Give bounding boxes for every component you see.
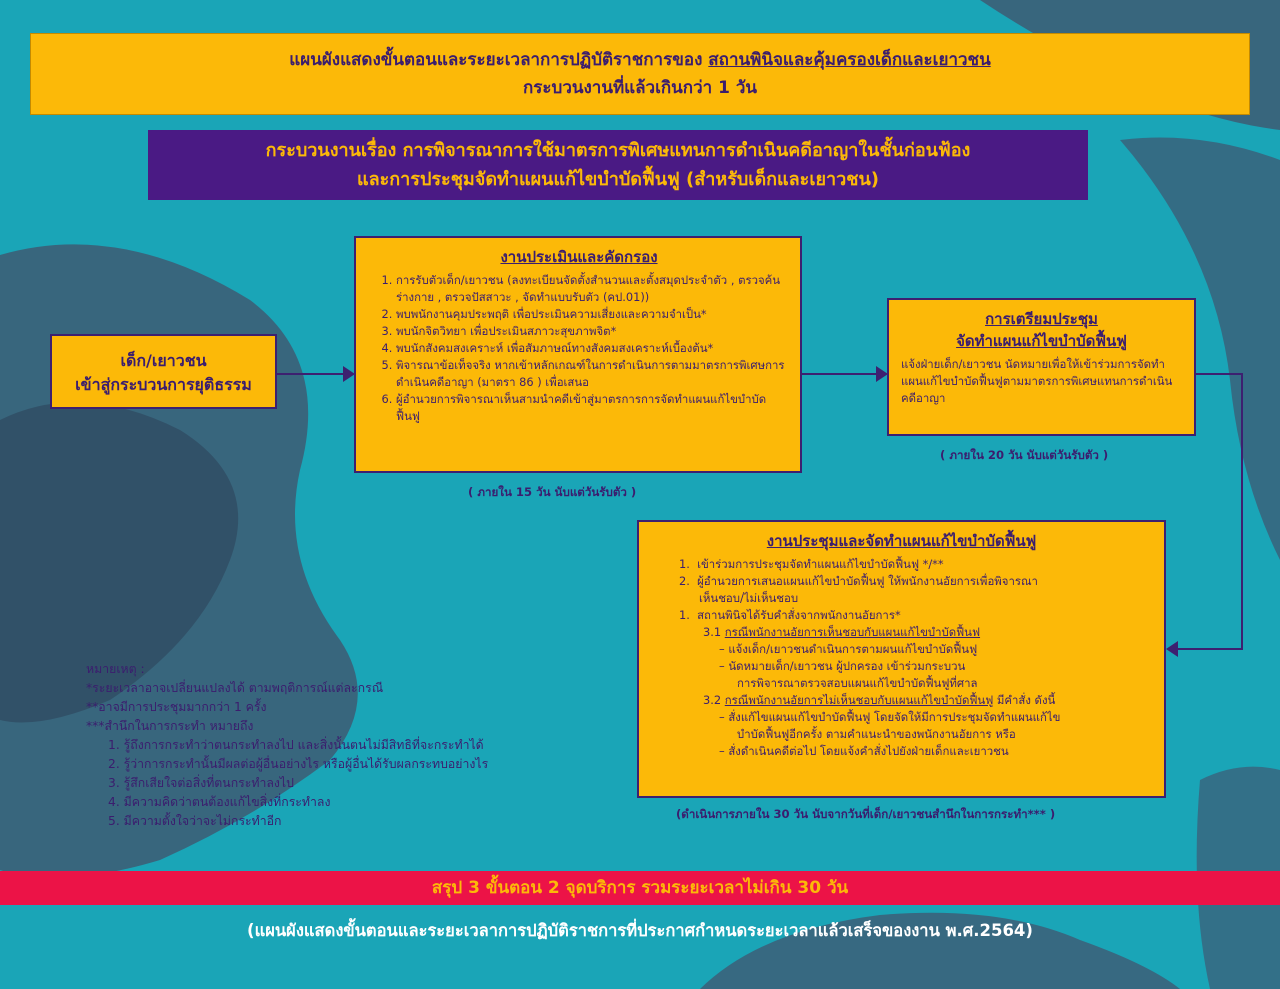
remark-sub-line: 1. รู้ถึงการกระทำว่าตนกระทำลงไป และสิ่งนั้นตนไม่มีสิทธิที่จะกระทำได้ bbox=[108, 738, 484, 752]
assess-step: 3. พบนักจิตวิทยา เพื่อประเมินสภาวะสุขภาพจิต* bbox=[396, 323, 790, 340]
remark-sub-line: 4. มีความคิดว่าตนต้องแก้ไขสิ่งที่กระทำลง bbox=[108, 795, 331, 809]
plan-item-1-text: เข้าร่วมการประชุมจัดทำแผนแก้ไขบำบัดฟื้นฟู */** bbox=[697, 557, 944, 571]
banner-line-2: และการประชุมจัดทำแผนแก้ไขบำบัดฟื้นฟู (สำหรับเด็กและเยาวชน) bbox=[356, 169, 880, 190]
assess-steps bbox=[368, 272, 790, 425]
case-3-1-b-cont: การพิจารณาตรวจสอบแผนแก้ไขบำบัดฟื้นฟูที่ศาล bbox=[737, 676, 978, 690]
remark-sub-line: 3. รู้สึกเสียใจต่อสิ่งที่ตนกระทำลงไป bbox=[108, 776, 294, 790]
header-agency: สถานพินิจและคุ้มครองเด็กและเยาวชน bbox=[708, 50, 991, 70]
remark-sub-line: 2. รู้ว่าการกระทำนั้นมีผลต่อผู้อื่นอย่างไร หรือผู้อื่นได้รับผลกระทบอย่างไร bbox=[108, 757, 489, 771]
plan-time-note: (ดำเนินการภายใน 30 วัน นับจากวันที่เด็ก/เยาวชนสำนึกในการกระทำ*** ) bbox=[676, 807, 1056, 821]
header-line-1 bbox=[31, 46, 1249, 74]
remarks-section bbox=[86, 660, 606, 831]
remark-line: *ระยะเวลาอาจเปลี่ยนแปลงได้ ตามพฤติการณ์แต่ละกรณี bbox=[86, 681, 384, 695]
case-3-2-a: – สั่งแก้ไขแผนแก้ไขบำบัดฟื้นฟู โดยจัดให้มีการประชุมจัดทำแผนแก้ไข bbox=[719, 710, 1061, 724]
prep-time-note: ( ภายใน 20 วัน นับแต่วันรับตัว ) bbox=[940, 448, 1109, 462]
case-3-1-text: กรณีพนักงานอัยการเห็นชอบกับแผนแก้ไขบำบัดฟื้นฟ bbox=[724, 625, 981, 639]
banner-line-1: กระบวนงานเรื่อง การพิจารณาการใช้มาตรการพิเศษแทนการดำเนินคดีอาญาในชั้นก่อนฟ้อง bbox=[265, 140, 971, 161]
assess-time-note: ( ภายใน 15 วัน นับแต่วันรับตัว ) bbox=[468, 485, 637, 499]
assessment-screening-box bbox=[354, 236, 802, 473]
header-prefix: แผนผังแสดงขั้นตอนและระยะเวลาการปฏิบัติราชการของ bbox=[289, 50, 709, 70]
child-entry-box bbox=[50, 334, 277, 409]
header-line-2: กระบวนงานที่แล้วเกินกว่า 1 วัน bbox=[522, 78, 758, 98]
plan-title: งานประชุมและจัดทำแผนแก้ไขบำบัดฟื้นฟู bbox=[766, 532, 1037, 550]
plan-item-2-cont: เห็นชอบ/ไม่เห็นชอบ bbox=[699, 591, 799, 605]
plan-item-2: 2. ผู้อำนวยการเสนอแผนแก้ไขบำบัดฟื้นฟู ให้พนักงานอัยการเพื่อพิจารณา bbox=[679, 574, 1038, 588]
plan-item-3: 1. สถานพินิจได้รับคำสั่งจากพนักงานอัยการ* bbox=[679, 608, 901, 622]
remark-line: **อาจมีการประชุมมากกว่า 1 ครั้ง bbox=[86, 700, 267, 714]
plan-case-3-2 bbox=[653, 692, 1150, 709]
assess-title: งานประเมินและคัดกรอง bbox=[500, 248, 658, 266]
assess-step: 6. ผู้อำนวยการพิจารณาเห็นสามนำคดีเข้าสู่มาตรการการจัดทำแผนแก้ไขบำบัดฟื้นฟู bbox=[396, 391, 790, 425]
assess-step: 5. พิจารณาข้อเท็จจริง หากเข้าหลักเกณฑ์ในการดำเนินการตามมาตรการพิเศษการดำเนินคดีอาญา (มาตรา 86 ) เพื่อเสนอ bbox=[396, 357, 790, 391]
page-header bbox=[30, 33, 1250, 115]
plan-meeting-box bbox=[637, 520, 1166, 798]
prep-title-2: จัดทำแผนแก้ไขบำบัดฟื้นฟู bbox=[956, 332, 1127, 350]
process-title-banner bbox=[148, 130, 1088, 200]
plan-item-2-text: ผู้อำนวยการเสนอแผนแก้ไขบำบัดฟื้นฟู ให้พนักงานอัยการเพื่อพิจารณา bbox=[697, 574, 1038, 588]
prep-title-1: การเตรียมประชุม bbox=[985, 310, 1098, 328]
plan-item-3-text: สถานพินิจได้รับคำสั่งจากพนักงานอัยการ* bbox=[697, 608, 901, 622]
assess-step: 4. พบนักสังคมสงเคราะห์ เพื่อสัมภาษณ์ทางสังคมสงเคราะห์เบื้องต้น* bbox=[396, 340, 790, 357]
footer-caption: (แผนผังแสดงขั้นตอนและระยะเวลาการปฏิบัติราชการที่ประกาศกำหนดระยะเวลาแล้วเสร็จของงาน พ.ศ.2564) bbox=[247, 921, 1033, 940]
remark-line: ***สำนึกในการกระทำ หมายถึง bbox=[86, 719, 254, 733]
case-3-2-tail: มีคำสั่ง ดังนี้ bbox=[993, 693, 1056, 707]
case-3-2-num: 3.2 bbox=[703, 693, 725, 707]
summary-bar: สรุป 3 ขั้นตอน 2 จุดบริการ รวมระยะเวลาไม่เกิน 30 วัน bbox=[0, 871, 1280, 905]
case-3-1-a: – แจ้งเด็ก/เยาวชนดำเนินการตามผนแก้ไขบำบัดฟื้นฟู bbox=[719, 642, 978, 656]
remark-sub-line: 5. มีความตั้งใจว่าจะไม่กระทำอีก bbox=[108, 814, 282, 828]
assess-step: 2. พบพนักงานคุมประพฤติ เพื่อประเมินความเสี่ยงและความจำเป็น* bbox=[396, 306, 790, 323]
case-3-2-a-cont: บำบัดฟื้นฟูอีกครั้ง ตามคำแนะนำของพนักงานอัยการ หรือ bbox=[737, 727, 1016, 741]
assess-step: 1. การรับตัวเด็ก/เยาวชน (ลงทะเบียนจัดตั้งสำนวนและตั้งสมุดประจำตัว , ตรวจค้นร่างกาย , ตรวจปัสสาวะ , จัดทำแบบรับตัว (คป.01)) bbox=[396, 272, 790, 306]
meeting-prep-box bbox=[887, 298, 1196, 436]
child-line-2: เข้าสู่กระบวนการยุติธรรม bbox=[75, 375, 252, 394]
plan-item-1: 1. เข้าร่วมการประชุมจัดทำแผนแก้ไขบำบัดฟื้นฟู */** bbox=[679, 557, 944, 571]
case-3-1-num: 3.1 bbox=[703, 625, 725, 639]
child-line-1: เด็ก/เยาวชน bbox=[120, 351, 207, 370]
prep-body: แจ้งฝ่ายเด็ก/เยาวชน นัดหมายเพื่อให้เข้าร่วมการจัดทำแผนแก้ไขบำบัดฟื้นฟูตามมาตรการพิเศษแทนการดำเนินคดีอาญา bbox=[901, 357, 1173, 405]
case-3-2-b: – สั่งดำเนินคดีต่อไป โดยแจ้งคำสั่งไปยังฝ่ายเด็กและเยาวชน bbox=[719, 744, 1009, 758]
remarks-title: หมายเหตุ : bbox=[86, 662, 145, 676]
plan-case-3-1 bbox=[653, 624, 1150, 641]
case-3-1-b: – นัดหมายเด็ก/เยาวชน ผู้ปกครอง เข้าร่วมกระบวน bbox=[719, 659, 966, 673]
case-3-2-text: กรณีพนักงานอัยการไม่เห็นชอบกับแผนแก้ไขบำบัดฟื้นฟู bbox=[724, 693, 994, 707]
